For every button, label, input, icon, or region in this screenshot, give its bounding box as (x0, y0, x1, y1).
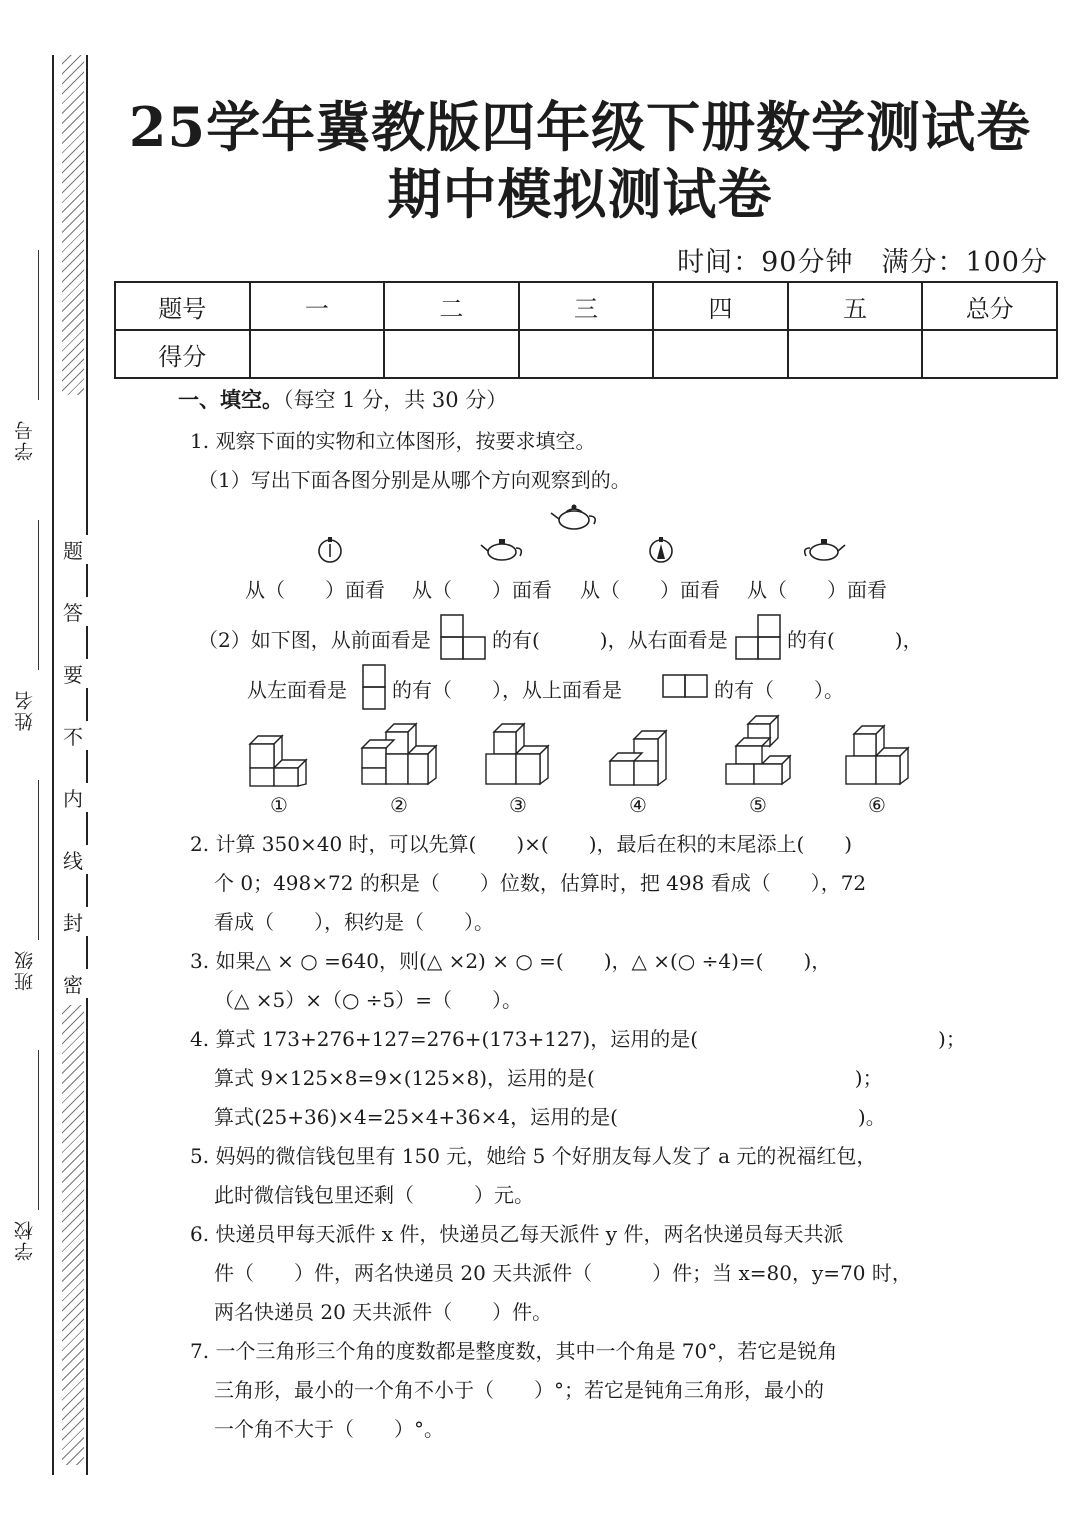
score-header-cell: 四 (653, 282, 788, 330)
teapot-view-icon (315, 535, 345, 565)
seal-char: 封 (58, 907, 88, 936)
question-1-2-part-d: 从左面看是 (247, 678, 347, 702)
teapot-view-icon (800, 535, 848, 565)
teapot-view-icon (478, 535, 526, 565)
question-6-line-3: 两名快递员 20 天共派件（ ）件。 (214, 1300, 553, 1324)
section-heading (178, 384, 507, 414)
cube-stack-5 (722, 712, 794, 788)
observe-blank[interactable]: 从（ ）面看 (245, 578, 385, 602)
left-view-shape-icon (362, 664, 386, 710)
question-6-line-2: 件（ ）件，两名快递员 20 天共派件（ ）件；当 x=80，y=70 时， (214, 1261, 912, 1285)
shape-number: ① (270, 793, 288, 817)
cube-stack-3 (482, 720, 554, 788)
page-subtitle: 期中模拟测试卷 (387, 162, 773, 226)
score-table-score-row (115, 330, 1057, 378)
seal-char: 要 (58, 659, 88, 688)
cube-stack-2 (358, 720, 440, 788)
seal-char: 内 (58, 783, 88, 812)
question-1-2-part-f: 的有（ ）。 (714, 678, 844, 702)
seal-char: 密 (58, 969, 88, 998)
score-cell[interactable] (788, 330, 923, 378)
observe-blank[interactable]: 从（ ）面看 (747, 578, 887, 602)
question-6-line-1: 6. 快递员甲每天派件 x 件，快递员乙每天派件 y 件，两名快递员每天共派 (190, 1222, 844, 1246)
question-3-line-1: 3. 如果△ × ○ =640，则(△ ×2) × ○ =( )，△ ×(○ ÷4)=( )， (190, 949, 832, 973)
exam-meta: 时间：90分钟 满分：100分 (677, 247, 1048, 278)
student-id-label: 学号 (13, 419, 36, 461)
binding-line-outer (52, 55, 54, 1475)
score-table-header-row (115, 282, 1057, 330)
question-2-line-2: 个 0；498×72 的积是（ ）位数，估算时，把 498 看成（ ），72 (214, 871, 867, 895)
cube-stack-1 (248, 730, 310, 788)
question-7-line-1: 7. 一个三角形三个角的度数都是整度数，其中一个角是 70°，若它是锐角 (190, 1339, 838, 1363)
score-header-cell: 总分 (922, 282, 1057, 330)
shape-number: ⑥ (868, 793, 886, 817)
question-4-line-1: 4. 算式 173+276+127=276+(173+127)，运用的是( )； (190, 1027, 966, 1051)
name-label: 姓名 (13, 689, 36, 731)
question-1-2-part-e: 的有（ ），从上面看是 (392, 678, 622, 702)
score-header-cell: 二 (384, 282, 519, 330)
section-note: （每空 1 分，共 30 分） (283, 388, 508, 412)
score-header-cell: 一 (250, 282, 385, 330)
score-table (114, 281, 1058, 379)
question-7-line-2: 三角形，最小的一个角不小于（ ）°；若它是钝角三角形，最小的 (214, 1378, 824, 1402)
right-view-shape-icon (735, 614, 781, 660)
score-row-label: 得分 (115, 330, 250, 378)
question-4-line-2: 算式 9×125×8=9×(125×8)，运用的是( )； (214, 1066, 883, 1090)
page-title: 25学年冀教版四年级下册数学测试卷 (128, 95, 1032, 159)
section-title: 一、填空。 (178, 387, 283, 412)
top-view-shape-icon (662, 674, 708, 698)
seal-char: 答 (58, 597, 88, 626)
binding-line-inner (86, 55, 88, 1475)
question-1-2-part-b: 的有( )，从右面看是 (492, 628, 728, 652)
score-cell[interactable] (519, 330, 654, 378)
front-view-shape-icon (440, 614, 486, 660)
question-2-line-1: 2. 计算 350×40 时，可以先算( )×( )，最后在积的末尾添上( ) (190, 832, 853, 856)
seal-char: 不 (58, 721, 88, 750)
question-3-line-2: （△ ×5）×（○ ÷5）=（ ）。 (214, 988, 523, 1012)
question-1: 1. 观察下面的实物和立体图形，按要求填空。 (190, 429, 596, 453)
cube-stack-4 (608, 725, 670, 789)
seal-char: 题 (58, 535, 88, 564)
school-label: 学校 (13, 1219, 36, 1261)
question-4-line-3: 算式(25+36)×4=25×4+36×4，运用的是( )。 (214, 1105, 886, 1129)
question-1-2-part-a: （2）如下图，从前面看是 (198, 628, 431, 652)
score-cell[interactable] (922, 330, 1057, 378)
observe-blank[interactable]: 从（ ）面看 (580, 578, 720, 602)
shape-number: ② (390, 793, 408, 817)
class-label: 班级 (13, 949, 36, 991)
cube-stack-6 (842, 722, 914, 788)
score-cell[interactable] (653, 330, 788, 378)
question-7-line-3: 一个角不大于（ ）°。 (214, 1417, 444, 1441)
teapot-view-icon (646, 535, 676, 565)
question-5-line-2: 此时微信钱包里还剩（ ）元。 (214, 1183, 534, 1207)
observe-blank[interactable]: 从（ ）面看 (412, 578, 552, 602)
score-header-cell: 五 (788, 282, 923, 330)
teapot-icon (548, 500, 602, 534)
shape-number: ⑤ (749, 793, 767, 817)
score-header-cell: 三 (519, 282, 654, 330)
question-1-1: （1）写出下面各图分别是从哪个方向观察到的。 (198, 468, 631, 492)
shape-number: ③ (509, 793, 527, 817)
question-1-2-part-c: 的有( )， (787, 628, 923, 652)
score-header-cell: 题号 (115, 282, 250, 330)
score-cell[interactable] (250, 330, 385, 378)
score-cell[interactable] (384, 330, 519, 378)
binding-margin (0, 0, 100, 1527)
question-2-line-3: 看成（ ），积约是（ ）。 (214, 910, 494, 934)
hatch-top (62, 55, 84, 395)
seal-char: 线 (58, 845, 88, 874)
shape-number: ④ (629, 793, 647, 817)
question-5-line-1: 5. 妈妈的微信钱包里有 150 元，她给 5 个好朋友每人发了 a 元的祝福红包， (190, 1144, 877, 1168)
hatch-bottom (62, 1005, 84, 1465)
